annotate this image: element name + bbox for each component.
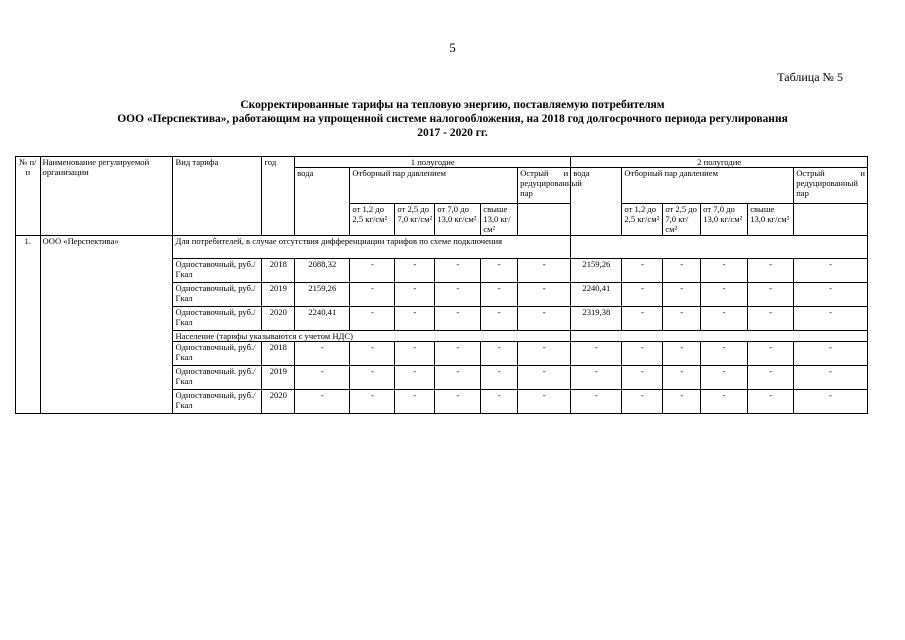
tariff-table <box>15 156 868 414</box>
dash-cell: - <box>794 283 868 307</box>
dash-cell: - <box>395 366 435 390</box>
header-tariff-type: Вид тарифа <box>173 157 262 236</box>
dash-cell: - <box>435 283 481 307</box>
section-label: Для потребителей, в случае отсутствия дифференциации тарифов по схеме подключения <box>173 236 571 259</box>
dash-cell: - <box>663 342 701 366</box>
tariff-type: Одноставочный, руб./Гкал <box>173 342 262 366</box>
header-half-2: 2 полугодие <box>571 157 868 168</box>
page-number: 5 <box>449 40 456 55</box>
dash-cell: - <box>748 366 794 390</box>
water-value-h1: - <box>295 366 350 390</box>
header-steam-2: Отборный пар давлением <box>622 168 794 204</box>
dash-cell: - <box>701 390 748 414</box>
dash-cell: - <box>701 259 748 283</box>
dash-cell: - <box>701 283 748 307</box>
header-sharp-2: Острый и редуцированный пар <box>794 168 868 204</box>
dash-cell: - <box>350 366 395 390</box>
dash-cell: - <box>350 307 395 331</box>
water-value-h1: - <box>295 390 350 414</box>
water-value-h2: 2240,41 <box>571 283 622 307</box>
dash-cell: - <box>395 307 435 331</box>
water-value-h2: 2159,26 <box>571 259 622 283</box>
dash-cell: - <box>748 307 794 331</box>
dash-cell: - <box>350 259 395 283</box>
dash-cell: - <box>663 366 701 390</box>
dash-cell: - <box>481 366 518 390</box>
dash-cell: - <box>518 307 571 331</box>
dash-cell: - <box>622 342 663 366</box>
dash-cell: - <box>794 342 868 366</box>
dash-cell: - <box>518 390 571 414</box>
dash-cell: - <box>794 307 868 331</box>
dash-cell: - <box>622 283 663 307</box>
dash-cell: - <box>395 342 435 366</box>
pressure-over-13: свыше 13,0 кг/см² <box>481 204 518 236</box>
document-title <box>40 98 865 140</box>
dash-cell: - <box>435 259 481 283</box>
header-year: год <box>262 157 295 236</box>
title-line-3: 2017 - 2020 гг. <box>417 127 488 139</box>
dash-cell: - <box>748 283 794 307</box>
water-value-h2: 2319,38 <box>571 307 622 331</box>
org-name: ООО «Перспектива» <box>40 236 173 414</box>
pressure-1-2-5: от 1,2 до 2,5 кг/см² <box>622 204 663 236</box>
title-line-1: Скорректированные тарифы на тепловую энергию, поставляемую потребителям <box>240 99 665 111</box>
water-value-h1: 2240,41 <box>295 307 350 331</box>
dash-cell: - <box>701 307 748 331</box>
water-value-h1: 2159,26 <box>295 283 350 307</box>
header-water-1: вода <box>295 168 350 236</box>
dash-cell: - <box>622 366 663 390</box>
pressure-7-13: от 7,0 до 13,0 кг/см² <box>701 204 748 236</box>
header-water-2: вода <box>571 168 622 236</box>
section-row <box>16 236 868 259</box>
water-value-h2: - <box>571 342 622 366</box>
section-blank <box>571 331 868 342</box>
section-label: Население (тарифы указываются с учетом НДС) <box>173 331 571 342</box>
dash-cell: - <box>663 283 701 307</box>
dash-cell: - <box>435 366 481 390</box>
dash-cell: - <box>701 342 748 366</box>
header-steam-1: Отборный пар давлением <box>350 168 518 204</box>
pressure-blank <box>794 204 868 236</box>
water-value-h1: - <box>295 342 350 366</box>
dash-cell: - <box>622 307 663 331</box>
dash-cell: - <box>395 283 435 307</box>
water-value-h1: 2088,32 <box>295 259 350 283</box>
dash-cell: - <box>794 259 868 283</box>
dash-cell: - <box>481 283 518 307</box>
dash-cell: - <box>794 366 868 390</box>
dash-cell: - <box>395 259 435 283</box>
dash-cell: - <box>794 390 868 414</box>
water-value-h2: - <box>571 390 622 414</box>
dash-cell: - <box>518 283 571 307</box>
dash-cell: - <box>435 390 481 414</box>
dash-cell: - <box>701 366 748 390</box>
pressure-blank <box>518 204 571 236</box>
year-cell: 2019 <box>262 283 295 307</box>
year-cell: 2020 <box>262 390 295 414</box>
year-cell: 2019 <box>262 366 295 390</box>
table-label: Таблица № 5 <box>777 70 843 84</box>
dash-cell: - <box>622 259 663 283</box>
tariff-type: Одноставочный. руб./Гкал <box>173 366 262 390</box>
pressure-7-13: от 7,0 до 13,0 кг/см² <box>435 204 481 236</box>
dash-cell: - <box>481 307 518 331</box>
tariff-type: Одноставочный, руб./Гкал <box>173 283 262 307</box>
dash-cell: - <box>435 307 481 331</box>
pressure-2-5-7: от 2,5 до 7,0 кг/см² <box>663 204 701 236</box>
dash-cell: - <box>518 342 571 366</box>
dash-cell: - <box>663 307 701 331</box>
dash-cell: - <box>481 342 518 366</box>
dash-cell: - <box>481 259 518 283</box>
year-cell: 2020 <box>262 307 295 331</box>
dash-cell: - <box>663 390 701 414</box>
water-value-h2: - <box>571 366 622 390</box>
year-cell: 2018 <box>262 259 295 283</box>
dash-cell: - <box>748 342 794 366</box>
header-num: № п/п <box>16 157 41 236</box>
title-line-2: ООО «Перспектива», работающим на упрощенной системе налогообложения, на 2018 год долгосрочного периода регулирования <box>117 113 788 125</box>
header-org: Наименование регулируемой организации <box>40 157 173 236</box>
dash-cell: - <box>518 259 571 283</box>
tariff-type: Одноставочный, руб./Гкал <box>173 307 262 331</box>
tariff-type: Одноставочный, руб./Гкал <box>173 259 262 283</box>
pressure-1-2-5: от 1,2 до 2,5 кг/см² <box>350 204 395 236</box>
dash-cell: - <box>748 390 794 414</box>
dash-cell: - <box>350 283 395 307</box>
year-cell: 2018 <box>262 342 295 366</box>
org-number: 1. <box>16 236 41 414</box>
dash-cell: - <box>622 390 663 414</box>
pressure-over-13: свыше 13,0 кг/см² <box>748 204 794 236</box>
section-blank <box>571 236 868 259</box>
dash-cell: - <box>395 390 435 414</box>
pressure-2-5-7: от 2,5 до 7,0 кг/см² <box>395 204 435 236</box>
dash-cell: - <box>748 259 794 283</box>
header-sharp-1: Острый и редуцированный пар <box>518 168 571 204</box>
tariff-type: Одноставочный, руб./Гкал <box>173 390 262 414</box>
dash-cell: - <box>435 342 481 366</box>
dash-cell: - <box>518 366 571 390</box>
dash-cell: - <box>350 342 395 366</box>
dash-cell: - <box>350 390 395 414</box>
dash-cell: - <box>481 390 518 414</box>
dash-cell: - <box>663 259 701 283</box>
header-half-1: 1 полугодие <box>295 157 571 168</box>
